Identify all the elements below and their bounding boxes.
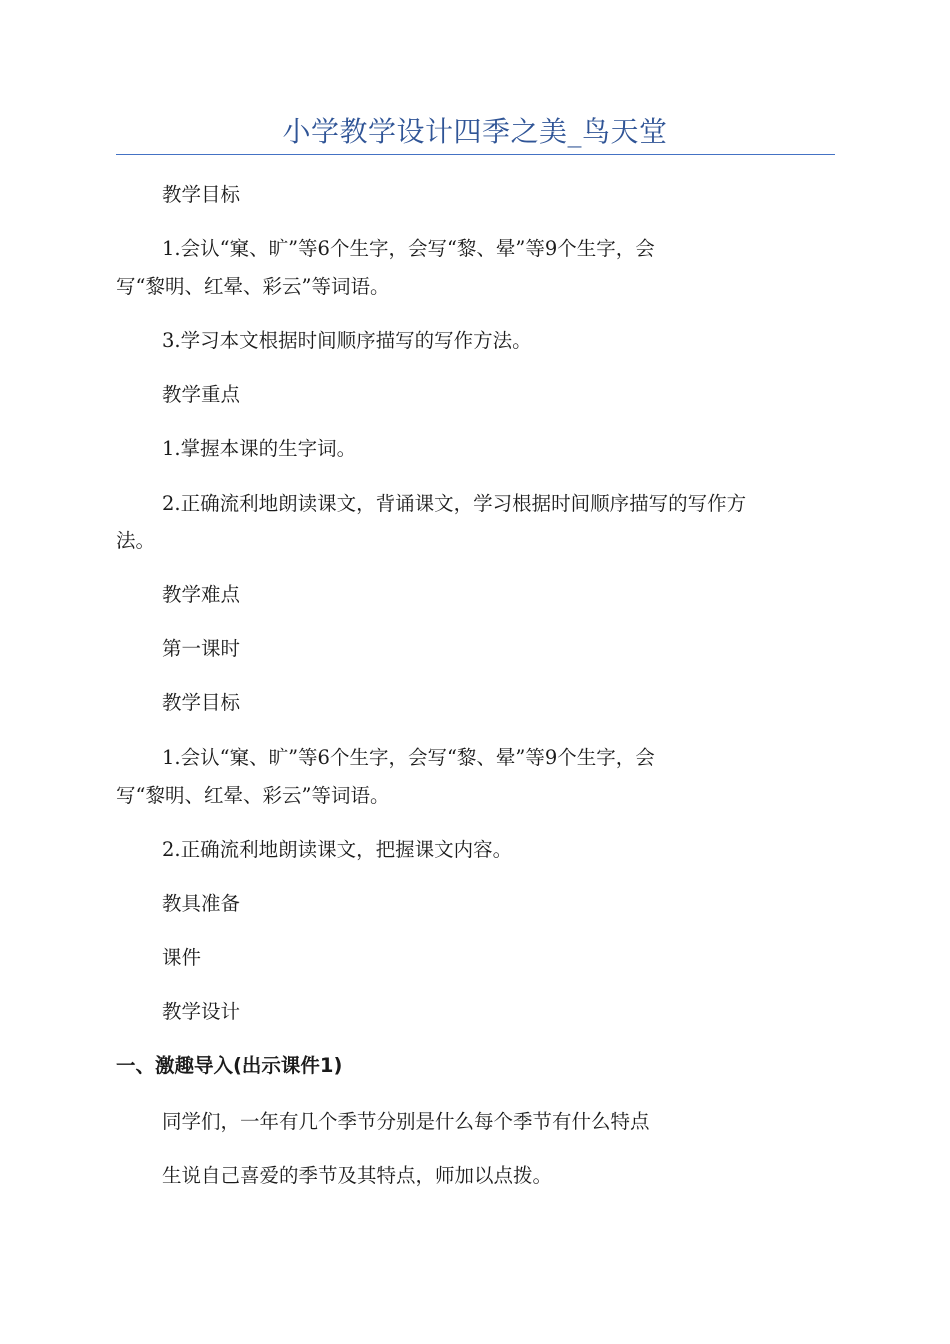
paragraph-12: 教具准备 bbox=[162, 892, 241, 915]
paragraph-6-line-2: 法。 bbox=[116, 529, 156, 552]
section-paragraph-2: 生说自己喜爱的季节及其特点，师加以点拨。 bbox=[162, 1164, 553, 1187]
paragraph-10-line-1: 1.会认“窠、旷”等6个生字，会写“黎、晕”等9个生字，会 bbox=[162, 746, 655, 769]
paragraph-5: 1.掌握本课的生字词。 bbox=[162, 437, 357, 460]
paragraph-3: 3.学习本文根据时间顺序描写的写作方法。 bbox=[162, 329, 532, 352]
paragraph-1: 教学目标 bbox=[162, 183, 241, 206]
document-title: 小学教学设计四季之美_鸟天堂 bbox=[282, 115, 668, 148]
paragraph-7: 教学难点 bbox=[162, 583, 241, 606]
section-heading: 一、激趣导入(出示课件1) bbox=[116, 1054, 343, 1077]
paragraph-11: 2.正确流利地朗读课文，把握课文内容。 bbox=[162, 838, 513, 861]
paragraph-8: 第一课时 bbox=[162, 637, 241, 660]
paragraph-10-line-2: 写“黎明、红晕、彩云”等词语。 bbox=[116, 784, 390, 807]
paragraph-14: 教学设计 bbox=[162, 1000, 241, 1023]
paragraph-6-line-1: 2.正确流利地朗读课文，背诵课文，学习根据时间顺序描写的写作方 bbox=[162, 492, 747, 515]
section-paragraph-1: 同学们，一年有几个季节分别是什么每个季节有什么特点 bbox=[162, 1110, 650, 1133]
title-underline bbox=[116, 154, 835, 155]
paragraph-13: 课件 bbox=[162, 946, 202, 969]
paragraph-9: 教学目标 bbox=[162, 691, 241, 714]
paragraph-2-line-1: 1.会认“窠、旷”等6个生字，会写“黎、晕”等9个生字，会 bbox=[162, 237, 655, 260]
paragraph-2-line-2: 写“黎明、红晕、彩云”等词语。 bbox=[116, 275, 390, 298]
paragraph-4: 教学重点 bbox=[162, 383, 241, 406]
